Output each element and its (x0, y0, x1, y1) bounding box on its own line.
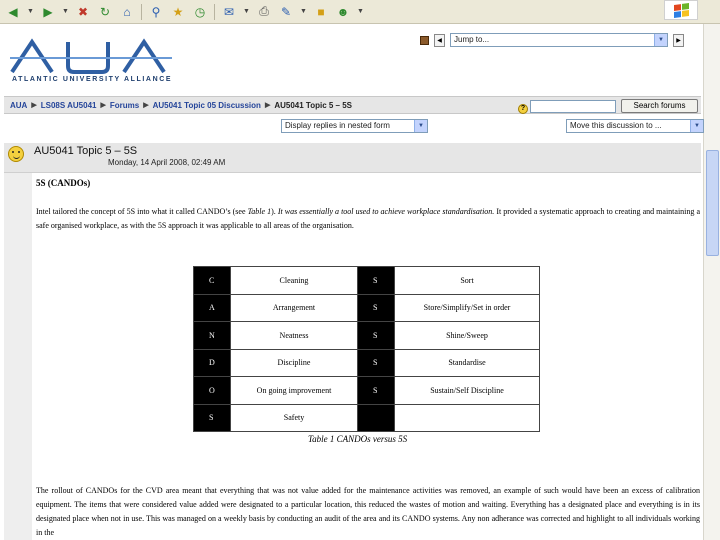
home-icon[interactable]: ⌂ (123, 4, 131, 19)
folder-icon[interactable]: ■ (317, 4, 325, 19)
print-icon[interactable]: ⎙ (259, 4, 269, 18)
back-icon[interactable]: ◀ (8, 4, 18, 19)
breadcrumb-link[interactable]: LS08S AU5041 (40, 100, 97, 110)
fives-term-cell: Store/Simplify/Set in order (395, 294, 540, 322)
table-reference: Table 1 (247, 207, 272, 216)
forward-dropdown-icon[interactable]: ▼ (62, 8, 69, 15)
cando-letter-cell: C (194, 267, 231, 295)
refresh-icon[interactable]: ↻ (99, 4, 111, 19)
s-letter-cell: S (358, 377, 395, 405)
move-discussion-select[interactable] (566, 119, 704, 133)
jump-to-group (420, 33, 684, 47)
logo-text: ATLANTIC UNIVERSITY ALLIANCE (12, 76, 173, 83)
cando-letter-cell: S (194, 404, 231, 432)
cando-term-cell: Discipline (231, 349, 358, 377)
avatar[interactable] (8, 146, 24, 162)
breadcrumb-separator-icon: ▶ (143, 102, 149, 109)
display-mode-select[interactable] (281, 119, 428, 133)
cando-term-cell: Safety (231, 404, 358, 432)
breadcrumb-link[interactable]: Forums (109, 100, 140, 110)
help-icon[interactable]: ? (518, 104, 528, 114)
search-forums-button[interactable]: Search forums (621, 99, 698, 113)
back-dropdown-icon[interactable]: ▼ (27, 8, 34, 15)
cando-letter-cell: O (194, 377, 231, 405)
table-row (194, 404, 540, 432)
s-letter-cell: S (358, 294, 395, 322)
table-caption: Table 1 CANDOs versus 5S (308, 434, 408, 444)
fives-term-cell: Shine/Sweep (395, 322, 540, 350)
s-letter-cell: S (358, 322, 395, 350)
breadcrumb-link[interactable]: AUA (10, 100, 28, 110)
table-row (194, 349, 540, 377)
post-subheading: 5S (CANDOs) (36, 178, 91, 188)
jump-to-select[interactable] (450, 33, 668, 47)
forward-icon[interactable]: ▶ (43, 4, 53, 19)
history-icon[interactable]: ◷ (194, 4, 206, 19)
post-date: Monday, 14 April 2008, 02:49 AM (108, 158, 226, 167)
paragraph-text: Intel tailored the concept of 5S into what it called CANDO’s (see (36, 207, 248, 216)
windows-logo-icon (664, 0, 698, 20)
toolbar-separator (141, 4, 142, 20)
s-letter-cell: S (358, 267, 395, 295)
scrollbar-thumb[interactable] (706, 150, 719, 256)
s-letter-cell (358, 404, 395, 432)
cando-letter-cell: D (194, 349, 231, 377)
breadcrumb-separator-icon: ▶ (264, 102, 271, 109)
cando-table (193, 266, 540, 432)
breadcrumb-link[interactable]: AU5041 Topic 05 Discussion (152, 100, 261, 110)
breadcrumb (4, 101, 352, 110)
chevron-down-icon[interactable]: ▼ (414, 120, 427, 132)
previous-activity-button[interactable]: ◀ (434, 34, 445, 47)
fives-term-cell: Standardise (395, 349, 540, 377)
mail-dropdown-icon[interactable]: ▼ (243, 8, 250, 15)
messenger-icon[interactable]: ☻ (336, 4, 350, 19)
stop-icon[interactable]: ✖ (77, 4, 89, 19)
post-paragraph: The rollout of CANDOs for the CVD area meant that everything that was not value added for the maintenance activities was removed, an example of such would have been an excess of calibration equipment. The items that were considered value added were designated to a particular location, this reduced the wastes of motion and waiting. Everything has a designated place and everything is in its designated place when not in use. This was managed on a weekly basis by conducting an audit of the area and its CANDO systems. Any non adherance was corrected and highlight to all individuals working in the (36, 486, 700, 537)
s-letter-cell: S (358, 349, 395, 377)
cando-term-cell: On going improvement (231, 377, 358, 405)
fives-term-cell (395, 404, 540, 432)
table-row (194, 377, 540, 405)
favorites-icon[interactable]: ★ (172, 4, 184, 19)
vertical-scrollbar[interactable] (703, 24, 720, 540)
chevron-down-icon[interactable]: ▼ (690, 120, 703, 132)
jump-to-value: Jump to... (454, 35, 490, 44)
cando-term-cell: Arrangement (231, 294, 358, 322)
cando-term-cell: Cleaning (231, 267, 358, 295)
cando-letter-cell: N (194, 322, 231, 350)
fives-term-cell: Sustain/Self Discipline (395, 377, 540, 405)
course-home-icon[interactable] (420, 36, 429, 45)
breadcrumb-separator-icon: ▶ (100, 102, 106, 109)
paragraph-text: It provided a systematic approach to creating and maintaining a safe organised workplace, as with the 5S approach it was applicable to all areas of the organisation. (36, 207, 700, 230)
browser-toolbar (0, 0, 720, 24)
edit-icon[interactable]: ✎ (280, 4, 292, 19)
cando-term-cell: Neatness (231, 322, 358, 350)
paragraph-emphasis: It was essentially a tool used to achieve workplace standardisation. (277, 207, 495, 216)
edit-dropdown-icon[interactable]: ▼ (300, 8, 307, 15)
table-row (194, 267, 540, 295)
next-activity-button[interactable]: ▶ (673, 34, 684, 47)
post-side-column (4, 173, 32, 540)
fives-term-cell: Sort (395, 267, 540, 295)
messenger-dropdown-icon[interactable]: ▼ (357, 8, 364, 15)
toolbar-separator (214, 4, 215, 20)
table-row (194, 294, 540, 322)
post-paragraph (36, 205, 700, 233)
search-icon[interactable]: ⚲ (151, 4, 161, 19)
move-discussion-value: Move this discussion to ... (570, 121, 662, 130)
table-row (194, 322, 540, 350)
cando-letter-cell: A (194, 294, 231, 322)
chevron-down-icon[interactable]: ▼ (654, 34, 667, 46)
search-input[interactable] (530, 100, 616, 113)
paragraph-text: ). (271, 207, 278, 216)
post-title: AU5041 Topic 5 – 5S (34, 145, 138, 157)
breadcrumb-current: AU5041 Topic 5 – 5S (274, 100, 352, 110)
mail-icon[interactable]: ✉ (223, 4, 235, 19)
display-mode-value: Display replies in nested form (285, 121, 390, 130)
breadcrumb-separator-icon: ▶ (31, 102, 37, 109)
